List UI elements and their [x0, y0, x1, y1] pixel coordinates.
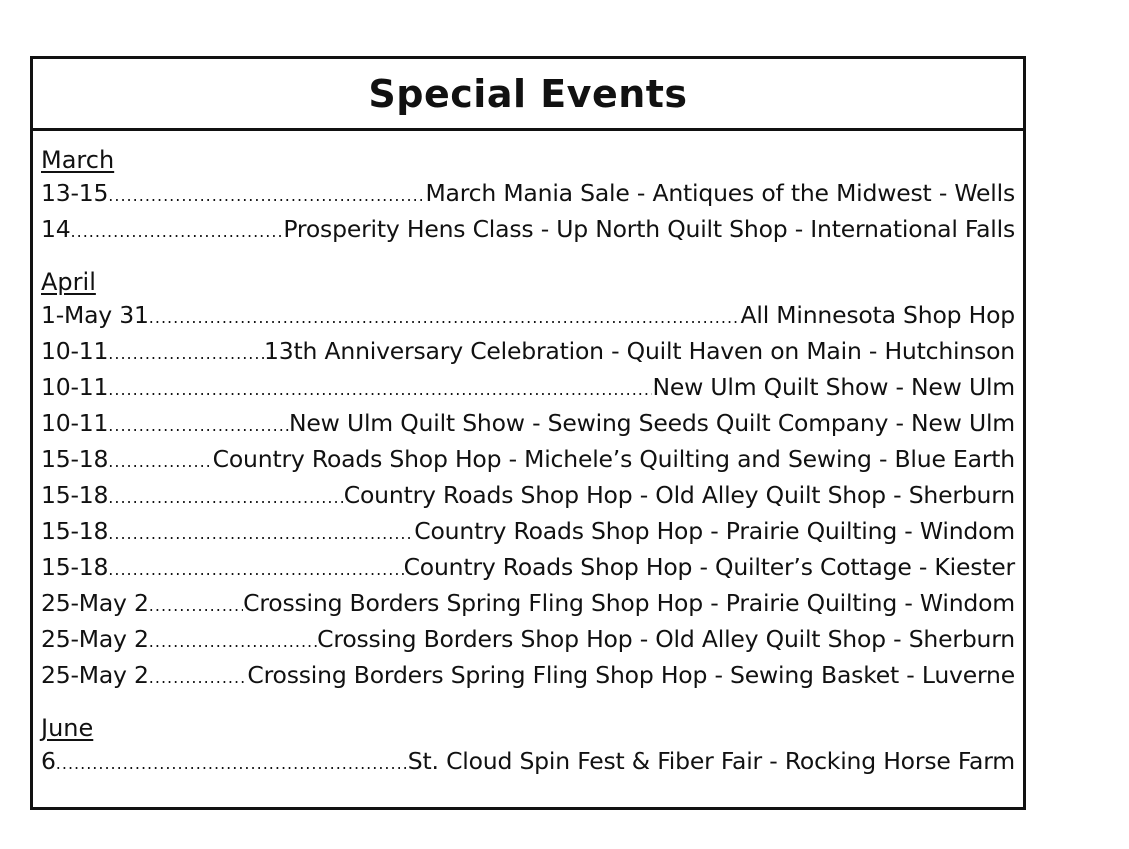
- event-description: Country Roads Shop Hop - Quilter’s Cottage - Kiester: [403, 553, 1015, 581]
- event-row: [41, 657, 1015, 693]
- dot-leader: [149, 300, 741, 336]
- title-bar: [33, 59, 1023, 131]
- dot-leader: [108, 336, 264, 372]
- event-date: 25-May 2: [41, 589, 149, 617]
- event-date: 15-18: [41, 481, 109, 509]
- event-row: [41, 585, 1015, 621]
- special-events-box: [30, 56, 1026, 810]
- event-description: Crossing Borders Spring Fling Shop Hop - Sewing Basket - Luverne: [247, 661, 1015, 689]
- event-row: [41, 743, 1015, 779]
- event-row: [41, 477, 1015, 513]
- event-date: 15-18: [41, 445, 109, 473]
- event-row: [41, 211, 1015, 247]
- event-row: [41, 175, 1015, 211]
- event-row: [41, 621, 1015, 657]
- event-row: [41, 441, 1015, 477]
- event-description: Country Roads Shop Hop - Old Alley Quilt Shop - Sherburn: [343, 481, 1015, 509]
- event-description: New Ulm Quilt Show - New Ulm: [652, 373, 1015, 401]
- event-date: 1-May 31: [41, 301, 149, 329]
- dot-leader: [108, 552, 403, 588]
- dot-leader: [108, 480, 344, 516]
- dot-leader: [149, 660, 248, 696]
- event-description: March Mania Sale - Antiques of the Midwest - Wells: [425, 179, 1015, 207]
- event-description: Crossing Borders Shop Hop - Old Alley Quilt Shop - Sherburn: [317, 625, 1015, 653]
- event-description: Country Roads Shop Hop - Prairie Quilting - Windom: [414, 517, 1015, 545]
- event-description: Country Roads Shop Hop - Michele’s Quilting and Sewing - Blue Earth: [212, 445, 1015, 473]
- event-row: [41, 369, 1015, 405]
- event-date: 14: [41, 215, 71, 243]
- event-date: 10-11: [41, 337, 109, 365]
- event-date: 25-May 2: [41, 625, 149, 653]
- event-row: [41, 405, 1015, 441]
- event-date: 25-May 2: [41, 661, 149, 689]
- dot-leader: [108, 408, 289, 444]
- dot-leader: [56, 746, 408, 782]
- event-row: [41, 549, 1015, 585]
- event-description: New Ulm Quilt Show - Sewing Seeds Quilt Company - New Ulm: [289, 409, 1015, 437]
- event-description: Prosperity Hens Class - Up North Quilt Shop - International Falls: [283, 215, 1015, 243]
- month-heading-june: June: [41, 714, 94, 742]
- dot-leader: [108, 372, 652, 408]
- event-date: 10-11: [41, 373, 109, 401]
- dot-leader: [149, 624, 317, 660]
- dot-leader: [71, 214, 284, 250]
- events-list: [33, 131, 1023, 779]
- event-description: 13th Anniversary Celebration - Quilt Haven on Main - Hutchinson: [264, 337, 1015, 365]
- event-date: 6: [41, 747, 56, 775]
- page-title: Special Events: [368, 71, 688, 116]
- event-row: [41, 513, 1015, 549]
- event-date: 13-15: [41, 179, 109, 207]
- dot-leader: [108, 178, 425, 214]
- event-row: [41, 297, 1015, 333]
- event-row: [41, 333, 1015, 369]
- event-description: Crossing Borders Spring Fling Shop Hop - Prairie Quilting - Windom: [243, 589, 1015, 617]
- event-date: 15-18: [41, 553, 109, 581]
- event-date: 15-18: [41, 517, 109, 545]
- dot-leader: [108, 516, 414, 552]
- event-description: All Minnesota Shop Hop: [740, 301, 1015, 329]
- dot-leader: [108, 444, 212, 480]
- dot-leader: [149, 588, 243, 624]
- month-heading-april: April: [41, 268, 96, 296]
- month-heading-march: March: [41, 146, 115, 174]
- event-date: 10-11: [41, 409, 109, 437]
- event-description: St. Cloud Spin Fest & Fiber Fair - Rocking Horse Farm: [407, 747, 1015, 775]
